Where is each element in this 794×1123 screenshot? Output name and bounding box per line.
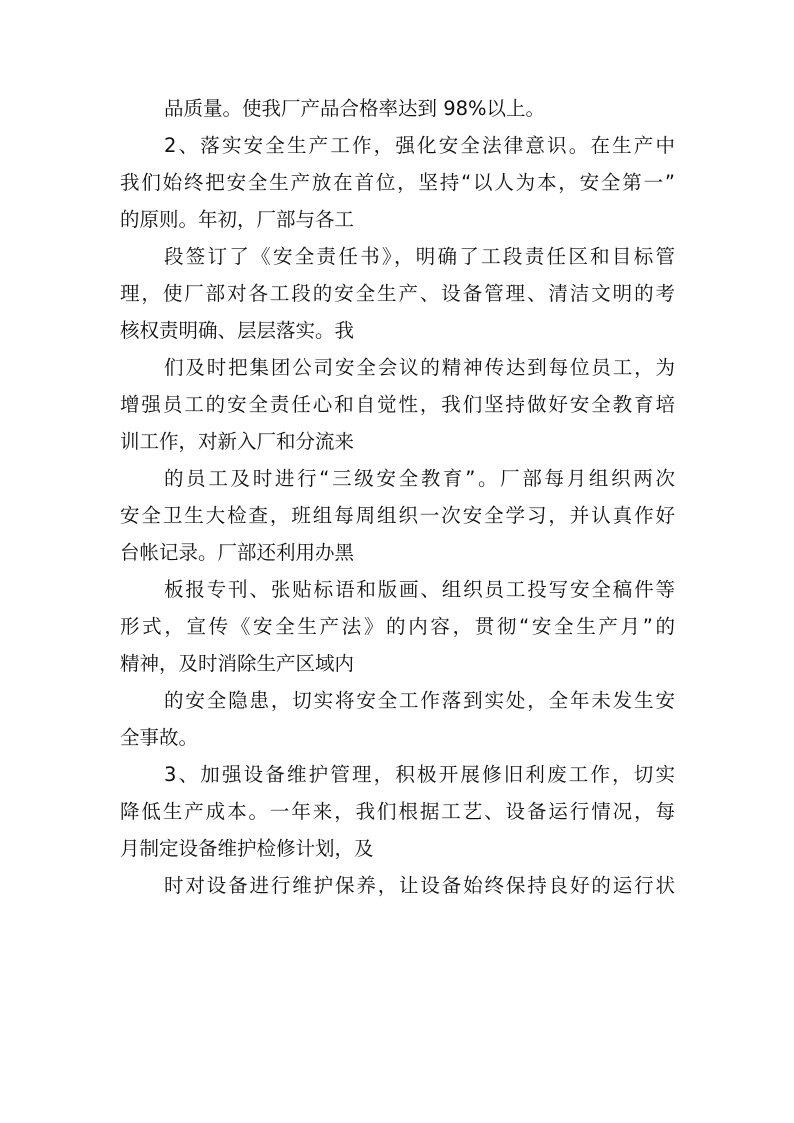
text-line: 时对设备进行维护保养，让设备始终保持良好的运行状 bbox=[164, 874, 675, 897]
text-line: 精神，及时消除生产区域内 bbox=[120, 652, 355, 675]
text-line: 品质量。使我厂产品合格率达到 98%以上。 bbox=[164, 97, 546, 120]
text-line: 全事故。 bbox=[120, 726, 199, 749]
text-line: 的原则。年初，厂部与各工 bbox=[120, 208, 355, 231]
text-line: 理，使厂部对各工段的安全生产、设备管理、清洁文明的考 bbox=[120, 282, 675, 305]
text-line: 2、落实安全生产工作，强化安全法律意识。在生产中 bbox=[164, 134, 675, 157]
text-line: 月制定设备维护检修计划，及 bbox=[120, 837, 374, 860]
text-line: 形式，宣传《安全生产法》的内容，贯彻“安全生产月”的 bbox=[120, 615, 675, 638]
text-line: 核权责明确、层层落实。我 bbox=[120, 319, 355, 342]
text-line: 们及时把集团公司安全会议的精神传达到每位员工，为 bbox=[164, 356, 675, 379]
text-line: 台帐记录。厂部还利用办黑 bbox=[120, 541, 355, 564]
text-line: 的安全隐患，切实将安全工作落到实处，全年未发生安 bbox=[164, 689, 675, 712]
text-line: 我们始终把安全生产放在首位，坚持“以人为本，安全第一” bbox=[120, 171, 675, 194]
text-line: 的员工及时进行“三级安全教育”。厂部每月组织两次 bbox=[164, 467, 675, 490]
text-line: 安全卫生大检查，班组每周组织一次安全学习，并认真作好 bbox=[120, 504, 675, 527]
text-line: 板报专刊、张贴标语和版画、组织员工投写安全稿件等 bbox=[164, 578, 675, 601]
text-line: 降低生产成本。一年来，我们根据工艺、设备运行情况，每 bbox=[120, 800, 675, 823]
text-line: 增强员工的安全责任心和自觉性，我们坚持做好安全教育培 bbox=[120, 393, 675, 416]
text-line: 训工作，对新入厂和分流来 bbox=[120, 430, 355, 453]
document-body bbox=[120, 90, 675, 904]
text-line: 3、加强设备维护管理，积极开展修旧利废工作，切实 bbox=[164, 763, 675, 786]
text-line: 段签订了《安全责任书》，明确了工段责任区和目标管 bbox=[164, 245, 675, 268]
